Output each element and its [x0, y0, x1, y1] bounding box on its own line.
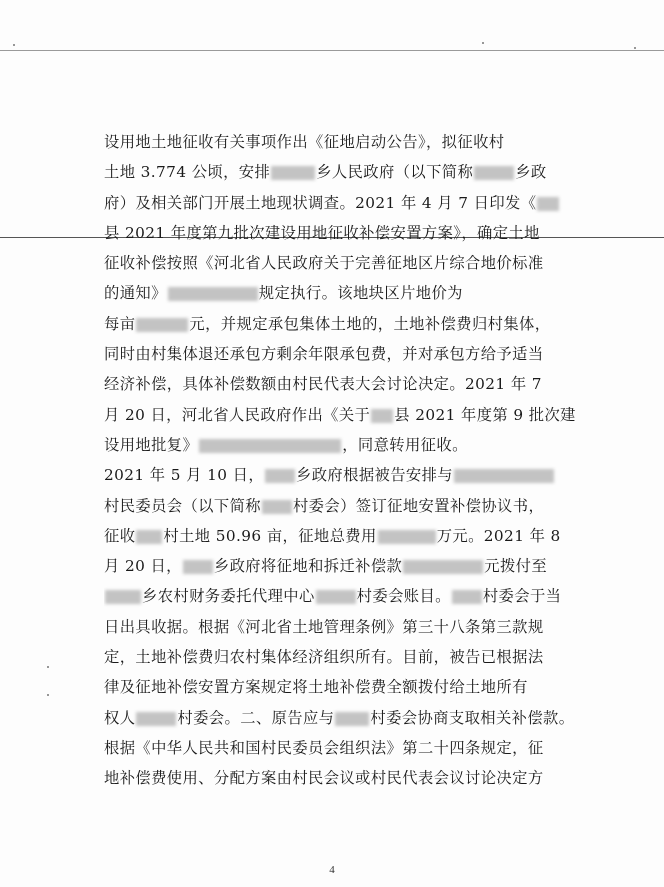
redaction-blur	[136, 530, 162, 544]
text-line	[104, 551, 610, 581]
text-line	[104, 339, 610, 369]
page-number: 4	[329, 864, 335, 876]
redaction-blur	[168, 287, 258, 301]
redaction-blur	[316, 590, 356, 604]
text-segment: 村土地 50.96 亩，征地总费用	[163, 526, 377, 545]
text-segment: 征收	[104, 526, 136, 545]
text-segment: 每亩	[104, 314, 136, 333]
text-segment: 府）及相关部门开展土地现状调查。2021 年 4 月 7 日印发《	[104, 193, 537, 212]
text-segment: 同时由村集体退还承包方剩余年限承包费，并对承包方给予适当	[104, 345, 544, 364]
text-line	[104, 278, 610, 308]
text-line	[104, 491, 610, 521]
redaction-blur	[262, 500, 292, 514]
text-line	[104, 188, 610, 218]
text-segment: 2021 年 5 月 10 日，	[104, 466, 265, 485]
text-line	[104, 248, 610, 278]
scan-artifact-line	[0, 50, 664, 51]
text-segment: 村委会。二、原告应与	[177, 708, 335, 727]
text-segment: 的通知》	[104, 284, 167, 303]
text-segment: 地补偿费使用、分配方案由村民会议或村民代表会议讨论决定方	[104, 769, 544, 788]
text-segment: 根据《中华人民共和国村民委员会组织法》第二十四条规定，征	[104, 738, 544, 757]
text-line	[104, 521, 610, 551]
text-line	[104, 218, 610, 248]
text-segment: ，同意转用征收。	[342, 435, 468, 454]
text-line	[104, 460, 610, 490]
text-segment: 月 20 日，河北省人民政府作出《关于	[104, 405, 371, 424]
text-segment: 村委会协商支取相关补偿款。	[370, 708, 575, 727]
text-segment: 元，并规定承包集体土地的，土地补偿费归村集体，	[189, 314, 551, 333]
redaction-blur	[105, 590, 141, 604]
text-segment: 定，土地补偿费归农村集体经济组织所有。目前，被告已根据法	[104, 648, 544, 667]
text-line	[104, 157, 610, 187]
scan-speck	[634, 47, 636, 49]
text-segment: 村民委员会（以下简称	[104, 496, 261, 515]
document-body	[104, 127, 610, 794]
text-segment: 设用地批复》	[104, 435, 199, 454]
scan-speck	[482, 42, 484, 44]
redaction-blur	[265, 469, 295, 483]
text-segment: 乡人民政府（以下简称	[316, 163, 474, 182]
text-line	[104, 581, 610, 611]
text-segment: 征收补偿按照《河北省人民政府关于完善征地区片综合地价标准	[104, 254, 544, 273]
text-segment: 乡政府根据被告安排与	[296, 466, 454, 485]
redaction-blur	[136, 712, 176, 726]
text-segment: 村委会）签订征地安置补偿协议书，	[292, 496, 545, 515]
redaction-blur	[271, 166, 315, 180]
redaction-blur	[403, 560, 483, 574]
text-segment: 设用地土地征收有关事项作出《征地启动公告》，拟征收	[104, 133, 489, 151]
text-segment: 律及征地补偿安置方案规定将土地补偿费全额拨付给土地所有	[104, 678, 528, 697]
redaction-blur	[183, 560, 213, 574]
text-segment: 乡农村财务委托代理中心	[142, 587, 315, 606]
redaction-blur	[199, 439, 341, 453]
text-line	[104, 400, 610, 430]
text-line	[104, 763, 610, 793]
text-segment: 村委会于当	[482, 587, 562, 606]
text-line	[104, 127, 610, 157]
text-line	[104, 733, 610, 763]
text-segment: 乡政府将征地和拆迁补偿款	[213, 557, 403, 576]
text-segment: 日出具收据。根据《河北省土地管理条例》第三十八条第三款规	[104, 617, 544, 636]
scan-speck	[47, 666, 49, 668]
text-line	[104, 309, 610, 339]
text-segment: 村委会账目。	[356, 587, 451, 606]
redaction-blur	[378, 530, 436, 544]
text-line	[104, 642, 610, 672]
redaction-blur	[537, 197, 559, 211]
text-line	[104, 612, 610, 642]
scan-speck	[47, 694, 49, 696]
redaction-blur	[136, 318, 188, 332]
redaction-blur	[371, 409, 393, 423]
redaction-blur	[454, 469, 554, 483]
text-segment: 村	[488, 133, 505, 151]
text-segment: 规定执行。该地块区片地价为	[258, 284, 463, 303]
text-segment: 县 2021 年度第 9 批次建	[394, 405, 576, 424]
text-segment: 元拨付至	[484, 557, 548, 576]
text-segment: 月 20 日，	[104, 557, 182, 576]
text-line	[104, 672, 610, 702]
text-segment: 乡政	[515, 163, 547, 182]
redaction-blur	[335, 712, 369, 726]
text-segment: 万元。2021 年 8	[436, 526, 561, 545]
text-line	[104, 430, 610, 460]
text-line	[104, 703, 610, 733]
redaction-blur	[474, 166, 514, 180]
text-segment: 权人	[104, 708, 136, 727]
text-line	[104, 369, 610, 399]
scan-speck	[13, 44, 15, 46]
text-segment: 经济补偿，具体补偿数额由村民代表大会讨论决定。2021 年 7	[104, 375, 542, 394]
text-segment: 县 2021 年度第九批次建设用地征收补偿安置方案》，确定土地	[104, 223, 540, 242]
redaction-blur	[452, 590, 482, 604]
text-segment: 土地 3.774 公顷，安排	[104, 163, 271, 182]
